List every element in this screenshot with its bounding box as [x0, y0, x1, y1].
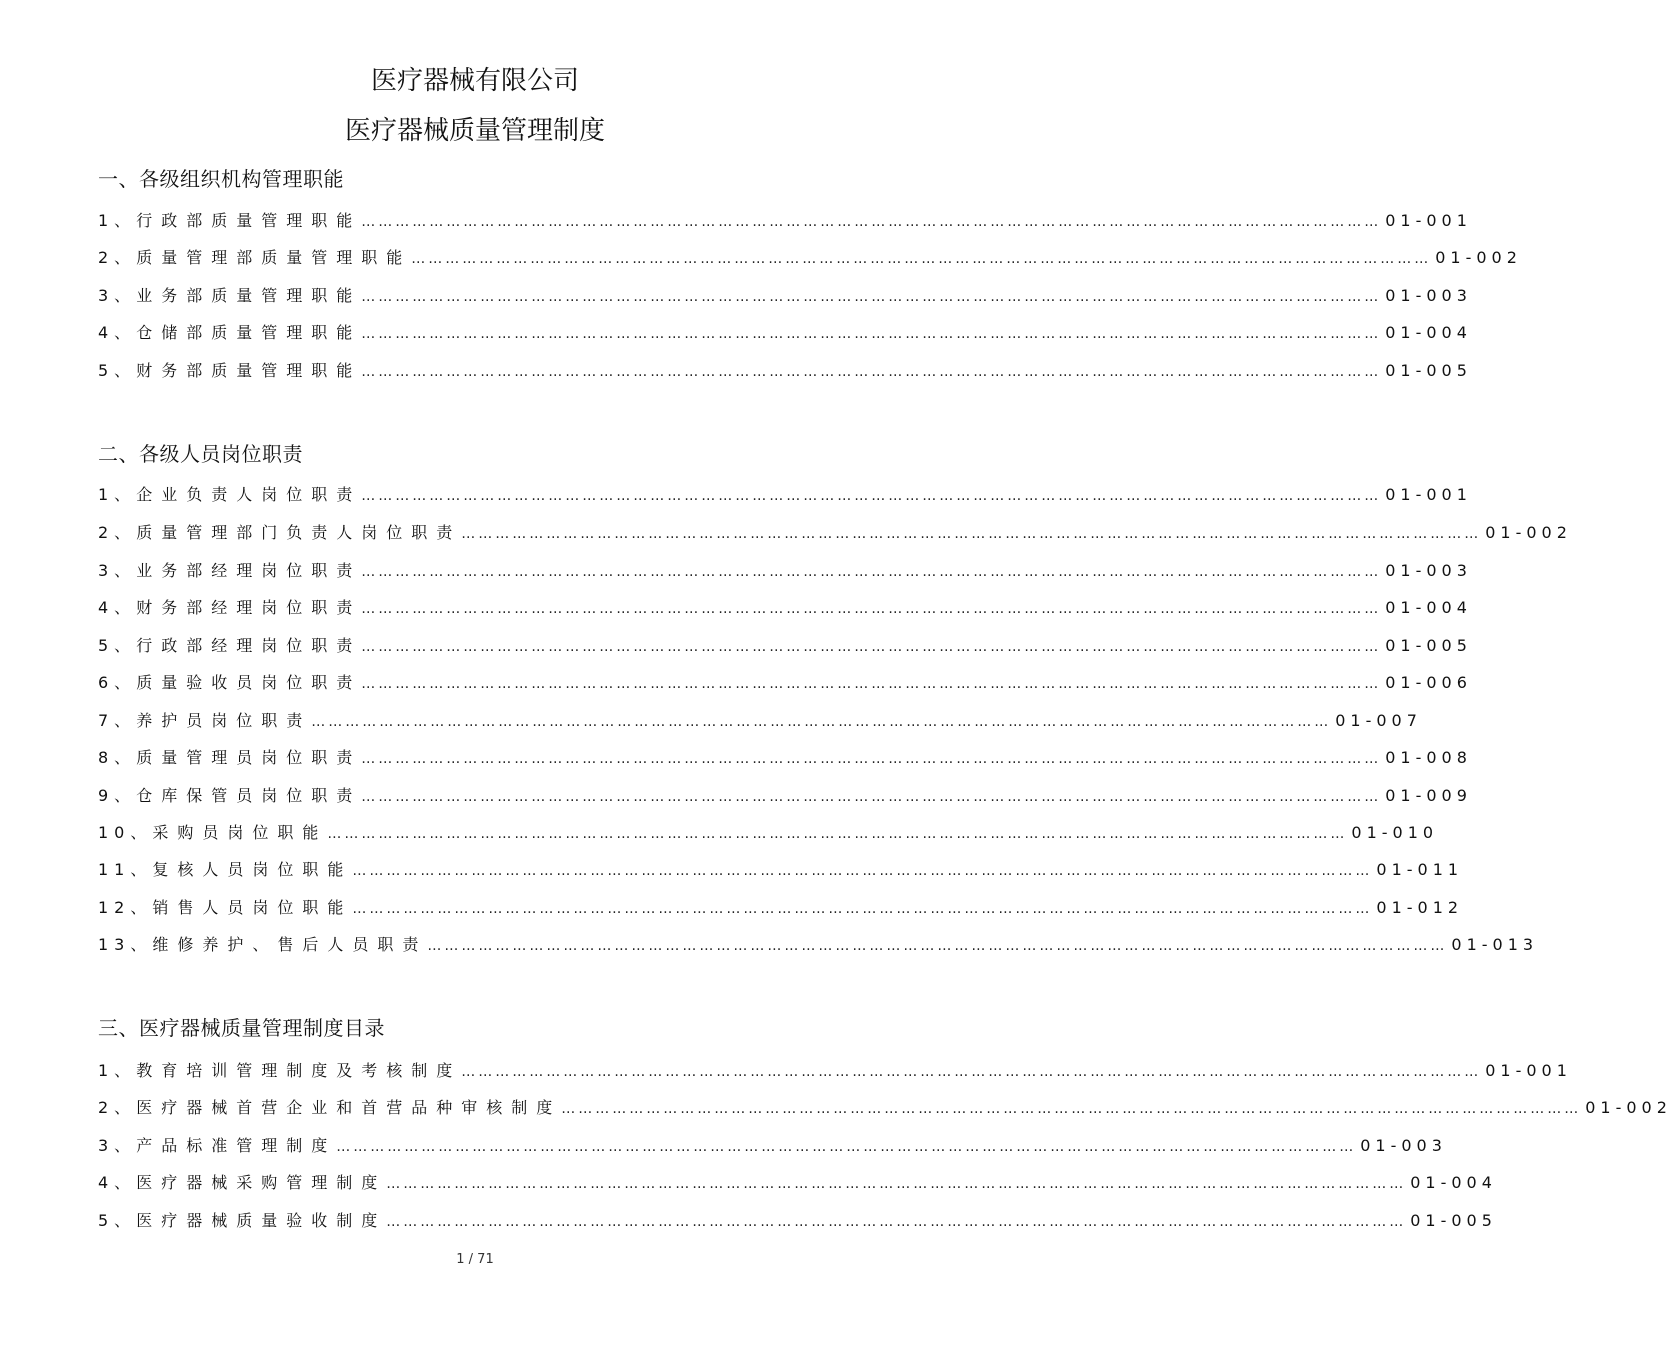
company-title: 医疗器械有限公司 — [370, 66, 579, 96]
toc-entry — [98, 208, 1472, 232]
toc-entry-title: 医疗器械首营企业和首营品种审核制度 — [136, 1098, 562, 1117]
toc-leader-dots: ……………………………………………………………………………………………………………………………………………………………… — [461, 1064, 1482, 1080]
toc-entry-code: 01-009 — [1385, 786, 1472, 805]
toc-entry-code: 01-012 — [1376, 898, 1464, 917]
toc-entry — [98, 1170, 1497, 1194]
toc-entry-number: 4、 — [98, 598, 137, 617]
toc-entry-code: 01-001 — [1485, 1061, 1572, 1080]
toc-entry-title: 维修养护、售后人员职责 — [152, 935, 428, 954]
toc-entry-code: 01-002 — [1435, 248, 1522, 267]
toc-entry-title: 质量验收员岗位职责 — [136, 673, 362, 692]
toc-entry-title: 教育培训管理制度及考核制度 — [136, 1061, 462, 1080]
toc-entry-number: 8、 — [98, 748, 137, 767]
toc-entry-title: 质量管理部门负责人岗位职责 — [136, 523, 462, 542]
toc-leader-dots: ……………………………………………………………………………………………………………………………………………………………… — [361, 326, 1382, 342]
toc-entry-number: 1、 — [98, 1061, 137, 1080]
toc-leader-dots: ……………………………………………………………………………………………………………………………………………………………… — [361, 601, 1382, 617]
toc-entry-code: 01-011 — [1376, 860, 1464, 879]
toc-entry — [98, 932, 1539, 956]
toc-entry-title: 质量管理员岗位职责 — [136, 748, 362, 767]
toc-entry-title: 质量管理部质量管理职能 — [136, 248, 412, 267]
toc-entry-number: 2、 — [98, 1098, 137, 1117]
toc-entry-title: 财务部经理岗位职责 — [136, 598, 362, 617]
toc-entry-title: 业务部经理岗位职责 — [136, 561, 362, 580]
toc-leader-dots: ……………………………………………………………………………………………………………………………………………………………… — [461, 526, 1482, 542]
toc-entry — [98, 482, 1472, 506]
toc-entry-number: 12、 — [98, 898, 153, 917]
toc-entry-code: 01-003 — [1385, 286, 1472, 305]
toc-leader-dots: ……………………………………………………………………………………………………………………………………………………………… — [361, 564, 1382, 580]
toc-entry-number: 4、 — [98, 323, 137, 342]
toc-leader-dots: ……………………………………………………………………………………………………………………………………………………………… — [352, 863, 1373, 879]
toc-entry-number: 5、 — [98, 636, 137, 655]
toc-entry-number: 7、 — [98, 711, 137, 730]
toc-entry — [98, 595, 1472, 619]
toc-entry — [98, 558, 1472, 582]
toc-entry — [98, 358, 1472, 382]
toc-leader-dots: ……………………………………………………………………………………………………………………………………………………………… — [361, 751, 1382, 767]
toc-entry — [98, 820, 1439, 844]
toc-entry-number: 4、 — [98, 1173, 137, 1192]
toc-entry-number: 5、 — [98, 1211, 137, 1230]
toc-entry-title: 医疗器械采购管理制度 — [136, 1173, 387, 1192]
toc-entry-code: 01-004 — [1385, 323, 1472, 342]
toc-entry-code: 01-008 — [1385, 748, 1472, 767]
toc-entry-number: 3、 — [98, 561, 137, 580]
toc-entry-code: 01-013 — [1451, 935, 1539, 954]
toc-entry — [98, 745, 1472, 769]
section-heading: 二、各级人员岗位职责 — [98, 442, 303, 466]
toc-entry-title: 销售人员岗位职能 — [152, 898, 353, 917]
toc-leader-dots: ……………………………………………………………………………………………………………………………………………………………… — [361, 676, 1382, 692]
toc-entry-code: 01-003 — [1385, 561, 1472, 580]
toc-entry-code: 01-010 — [1351, 823, 1439, 842]
toc-entry-title: 采购员岗位职能 — [152, 823, 328, 842]
toc-entry-code: 01-005 — [1385, 636, 1472, 655]
toc-entry-number: 11、 — [98, 860, 153, 879]
toc-entry — [98, 857, 1464, 881]
toc-entry-code: 01-006 — [1385, 673, 1472, 692]
toc-entry-title: 养护员岗位职责 — [136, 711, 312, 730]
toc-entry-code: 01-004 — [1410, 1173, 1497, 1192]
toc-leader-dots: ……………………………………………………………………………………………………………………………………………………………… — [361, 488, 1382, 504]
toc-entry-title: 产品标准管理制度 — [136, 1136, 337, 1155]
toc-leader-dots: ……………………………………………………………………………………………………………………………………………………………… — [361, 364, 1382, 380]
toc-entry — [98, 1208, 1497, 1232]
toc-entry-code: 01-001 — [1385, 211, 1472, 230]
toc-entry-title: 医疗器械质量验收制度 — [136, 1211, 387, 1230]
section-heading: 三、医疗器械质量管理制度目录 — [98, 1016, 385, 1040]
toc-entry-number: 9、 — [98, 786, 137, 805]
toc-entry-title: 仓储部质量管理职能 — [136, 323, 362, 342]
toc-entry-number: 2、 — [98, 523, 137, 542]
toc-entry-code: 01-002 — [1585, 1098, 1672, 1117]
toc-entry-number: 1、 — [98, 485, 137, 504]
toc-entry-title: 企业负责人岗位职责 — [136, 485, 362, 504]
toc-leader-dots: ……………………………………………………………………………………………………………………………………………………………… — [311, 714, 1332, 730]
toc-entry — [98, 633, 1472, 657]
toc-entry-code: 01-001 — [1385, 485, 1472, 504]
toc-entry-number: 5、 — [98, 361, 137, 380]
toc-entry-number: 1、 — [98, 211, 137, 230]
toc-entry — [98, 1133, 1447, 1157]
toc-leader-dots: ……………………………………………………………………………………………………………………………………………………………… — [336, 1139, 1357, 1155]
toc-entry — [98, 708, 1422, 732]
toc-entry — [98, 245, 1522, 269]
toc-leader-dots: ……………………………………………………………………………………………………………………………………………………………… — [427, 938, 1448, 954]
toc-entry — [98, 783, 1472, 807]
toc-entry-code: 01-003 — [1360, 1136, 1447, 1155]
toc-leader-dots: ……………………………………………………………………………………………………………………………………………………………… — [361, 639, 1382, 655]
section-heading: 一、各级组织机构管理职能 — [98, 167, 344, 191]
toc-entry-code: 01-002 — [1485, 523, 1572, 542]
toc-entry-number: 10、 — [98, 823, 153, 842]
toc-entry-title: 业务部质量管理职能 — [136, 286, 362, 305]
toc-entry — [98, 320, 1472, 344]
toc-entry-number: 2、 — [98, 248, 137, 267]
toc-entry-title: 财务部质量管理职能 — [136, 361, 362, 380]
toc-entry-number: 13、 — [98, 935, 153, 954]
toc-leader-dots: ……………………………………………………………………………………………………………………………………………………………… — [411, 251, 1432, 267]
toc-leader-dots: ……………………………………………………………………………………………………………………………………………………………… — [386, 1176, 1407, 1192]
document-title: 医疗器械质量管理制度 — [344, 116, 605, 146]
toc-entry — [98, 1095, 1672, 1119]
toc-entry-title: 复核人员岗位职能 — [152, 860, 353, 879]
toc-entry — [98, 1058, 1572, 1082]
toc-leader-dots: ……………………………………………………………………………………………………………………………………………………………… — [561, 1101, 1582, 1117]
toc-leader-dots: ……………………………………………………………………………………………………………………………………………………………… — [361, 214, 1382, 230]
toc-leader-dots: ……………………………………………………………………………………………………………………………………………………………… — [361, 289, 1382, 305]
toc-entry-code: 01-004 — [1385, 598, 1472, 617]
toc-entry-code: 01-007 — [1335, 711, 1422, 730]
toc-entry-title: 仓库保管员岗位职责 — [136, 786, 362, 805]
toc-entry — [98, 520, 1572, 544]
toc-entry — [98, 895, 1464, 919]
toc-leader-dots: ……………………………………………………………………………………………………………………………………………………………… — [352, 901, 1373, 917]
toc-entry-number: 3、 — [98, 1136, 137, 1155]
toc-leader-dots: ……………………………………………………………………………………………………………………………………………………………… — [361, 789, 1382, 805]
page-number: 1 / 71 — [456, 1252, 494, 1267]
toc-entry-title: 行政部质量管理职能 — [136, 211, 362, 230]
toc-entry-number: 6、 — [98, 673, 137, 692]
toc-leader-dots: ……………………………………………………………………………………………………………………………………………………………… — [386, 1214, 1407, 1230]
toc-entry-title: 行政部经理岗位职责 — [136, 636, 362, 655]
toc-entry — [98, 670, 1472, 694]
toc-entry-code: 01-005 — [1385, 361, 1472, 380]
toc-leader-dots: ……………………………………………………………………………………………………………………………………………………………… — [327, 826, 1348, 842]
toc-entry-code: 01-005 — [1410, 1211, 1497, 1230]
toc-entry — [98, 283, 1472, 307]
toc-entry-number: 3、 — [98, 286, 137, 305]
